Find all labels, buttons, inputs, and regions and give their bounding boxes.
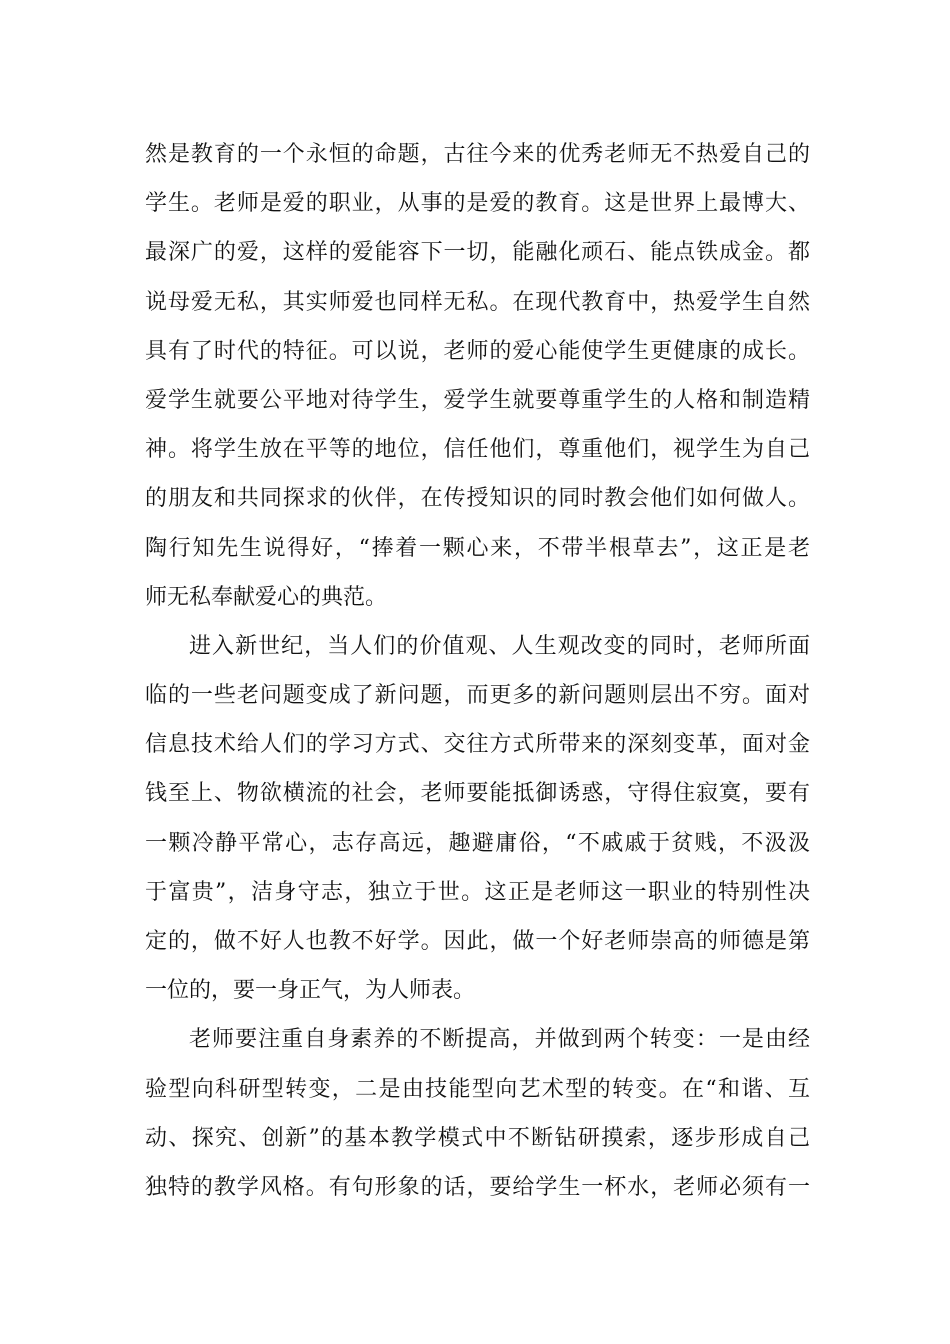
- text-line: 最深广的爱，这样的爱能容下一切，能融化顽石、能点铁成金。都: [145, 240, 810, 266]
- text-line: 陶行知先生说得好，“捧着一颗心来，不带半根草去”，这正是老: [145, 535, 810, 561]
- text-line: 独特的教学风格。有句形象的话，要给学生一杯水，老师必须有一: [145, 1174, 810, 1200]
- text-line-paragraph-start: 进入新世纪，当人们的价值观、人生观改变的同时，老师所面: [189, 633, 810, 659]
- text-line: 信息技术给人们的学习方式、交往方式所带来的深刻变革，面对金: [145, 732, 810, 758]
- text-line: 一颗冷静平常心，志存高远，趣避庸俗，“不戚戚于贫贱，不汲汲: [145, 830, 810, 856]
- text-line: 定的，做不好人也教不好学。因此，做一个好老师崇高的师德是第: [145, 929, 810, 954]
- text-line: 然是教育的一个永恒的命题，古往今来的优秀老师无不热爱自己的: [145, 142, 810, 167]
- text-line-paragraph-end: 师无私奉献爱心的典范。: [145, 584, 388, 610]
- text-line: 验型向科研型转变，二是由技能型向艺术型的转变。在“和谐、互: [145, 1076, 810, 1102]
- body-text: [145, 130, 810, 1212]
- text-line: 具有了时代的特征。可以说，老师的爱心能使学生更健康的成长。: [145, 338, 810, 364]
- text-line: 于富贵”，洁身守志，独立于世。这正是老师这一职业的特别性决: [145, 879, 810, 905]
- text-line: 学生。老师是爱的职业，从事的是爱的教育。这是世界上最博大、: [145, 191, 810, 217]
- text-line: 神。将学生放在平等的地位，信任他们，尊重他们，视学生为自己: [145, 437, 810, 463]
- text-line: 钱至上、物欲横流的社会，老师要能抵御诱惑，守得住寂寞，要有: [145, 781, 810, 807]
- text-line-paragraph-end: 一位的，要一身正气，为人师表。: [145, 978, 476, 1004]
- text-line: 临的一些老问题变成了新问题，而更多的新问题则层出不穷。面对: [145, 683, 810, 709]
- text-line: 爱学生就要公平地对待学生，爱学生就要尊重学生的人格和制造精: [145, 387, 810, 413]
- text-line-paragraph-start: 老师要注重自身素养的不断提高，并做到两个转变：一是由经: [189, 1027, 810, 1053]
- text-line: 说母爱无私，其实师爱也同样无私。在现代教育中，热爱学生自然: [145, 289, 810, 315]
- text-line: 动、探究、创新”的基本教学模式中不断钻研摸索，逐步形成自己: [145, 1125, 810, 1151]
- text-line: 的朋友和共同探求的伙伴，在传授知识的同时教会他们如何做人。: [145, 486, 810, 512]
